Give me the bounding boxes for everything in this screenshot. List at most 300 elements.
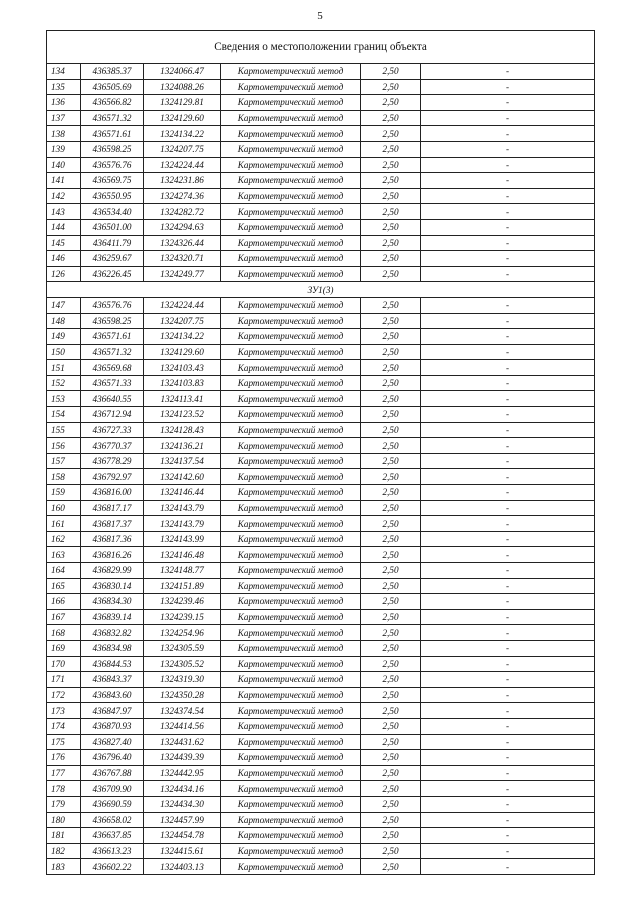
description-cell: - <box>421 765 595 781</box>
x-coordinate-cell: 436767.88 <box>81 765 144 781</box>
table-row <box>47 360 595 376</box>
precision-cell: 2,50 <box>361 141 421 157</box>
x-coordinate-cell: 436709.90 <box>81 781 144 797</box>
description-cell: - <box>421 453 595 469</box>
description-cell: - <box>421 173 595 189</box>
table-row <box>47 141 595 157</box>
description-cell: - <box>421 500 595 516</box>
x-coordinate-cell: 436598.25 <box>81 141 144 157</box>
precision-cell: 2,50 <box>361 547 421 563</box>
table-row <box>47 110 595 126</box>
x-coordinate-cell: 436712.94 <box>81 407 144 423</box>
table-row <box>47 219 595 235</box>
point-number-cell: 134 <box>47 64 81 80</box>
y-coordinate-cell: 1324129.60 <box>144 110 221 126</box>
point-number-cell: 150 <box>47 344 81 360</box>
point-number-cell: 176 <box>47 750 81 766</box>
table-row <box>47 734 595 750</box>
y-coordinate-cell: 1324239.46 <box>144 594 221 610</box>
table-row <box>47 563 595 579</box>
method-cell: Картометрический метод <box>221 407 361 423</box>
method-cell: Картометрический метод <box>221 422 361 438</box>
point-number-cell: 164 <box>47 563 81 579</box>
method-cell: Картометрический метод <box>221 485 361 501</box>
y-coordinate-cell: 1324350.28 <box>144 687 221 703</box>
description-cell: - <box>421 734 595 750</box>
description-cell: - <box>421 79 595 95</box>
table-row <box>47 672 595 688</box>
point-number-cell: 165 <box>47 578 81 594</box>
x-coordinate-cell: 436829.99 <box>81 563 144 579</box>
point-number-cell: 182 <box>47 843 81 859</box>
x-coordinate-cell: 436727.33 <box>81 422 144 438</box>
x-coordinate-cell: 436844.53 <box>81 656 144 672</box>
description-cell: - <box>421 126 595 142</box>
point-number-cell: 147 <box>47 297 81 313</box>
precision-cell: 2,50 <box>361 360 421 376</box>
method-cell: Картометрический метод <box>221 204 361 220</box>
method-cell: Картометрический метод <box>221 297 361 313</box>
x-coordinate-cell: 436834.30 <box>81 594 144 610</box>
description-cell: - <box>421 95 595 111</box>
y-coordinate-cell: 1324274.36 <box>144 188 221 204</box>
x-coordinate-cell: 436834.98 <box>81 640 144 656</box>
y-coordinate-cell: 1324103.43 <box>144 360 221 376</box>
description-cell: - <box>421 188 595 204</box>
method-cell: Картометрический метод <box>221 157 361 173</box>
table-row <box>47 843 595 859</box>
x-coordinate-cell: 436640.55 <box>81 391 144 407</box>
precision-cell: 2,50 <box>361 95 421 111</box>
table-row <box>47 344 595 360</box>
method-cell: Картометрический метод <box>221 796 361 812</box>
description-cell: - <box>421 594 595 610</box>
point-number-cell: 151 <box>47 360 81 376</box>
table-row <box>47 703 595 719</box>
x-coordinate-cell: 436637.85 <box>81 828 144 844</box>
page-number: 5 <box>317 10 323 22</box>
point-number-cell: 162 <box>47 531 81 547</box>
table-row <box>47 79 595 95</box>
table-row <box>47 173 595 189</box>
x-coordinate-cell: 436770.37 <box>81 438 144 454</box>
point-number-cell: 183 <box>47 859 81 875</box>
precision-cell: 2,50 <box>361 516 421 532</box>
y-coordinate-cell: 1324146.48 <box>144 547 221 563</box>
point-number-cell: 137 <box>47 110 81 126</box>
table-row <box>47 859 595 875</box>
y-coordinate-cell: 1324137.54 <box>144 453 221 469</box>
description-cell: - <box>421 563 595 579</box>
method-cell: Картометрический метод <box>221 375 361 391</box>
method-cell: Картометрический метод <box>221 828 361 844</box>
precision-cell: 2,50 <box>361 859 421 875</box>
precision-cell: 2,50 <box>361 531 421 547</box>
table-row <box>47 126 595 142</box>
table-row <box>47 500 595 516</box>
y-coordinate-cell: 1324207.75 <box>144 313 221 329</box>
x-coordinate-cell: 436796.40 <box>81 750 144 766</box>
precision-cell: 2,50 <box>361 188 421 204</box>
x-coordinate-cell: 436505.69 <box>81 79 144 95</box>
table-row <box>47 235 595 251</box>
point-number-cell: 153 <box>47 391 81 407</box>
precision-cell: 2,50 <box>361 126 421 142</box>
table-title: Сведения о местоположении границ объекта <box>47 31 595 64</box>
x-coordinate-cell: 436658.02 <box>81 812 144 828</box>
method-cell: Картометрический метод <box>221 656 361 672</box>
precision-cell: 2,50 <box>361 297 421 313</box>
point-number-cell: 145 <box>47 235 81 251</box>
method-cell: Картометрический метод <box>221 329 361 345</box>
y-coordinate-cell: 1324319.30 <box>144 672 221 688</box>
y-coordinate-cell: 1324431.62 <box>144 734 221 750</box>
point-number-cell: 143 <box>47 204 81 220</box>
description-cell: - <box>421 625 595 641</box>
point-number-cell: 158 <box>47 469 81 485</box>
description-cell: - <box>421 531 595 547</box>
precision-cell: 2,50 <box>361 344 421 360</box>
x-coordinate-cell: 436817.37 <box>81 516 144 532</box>
x-coordinate-cell: 436870.93 <box>81 718 144 734</box>
y-coordinate-cell: 1324415.61 <box>144 843 221 859</box>
point-number-cell: 161 <box>47 516 81 532</box>
description-cell: - <box>421 781 595 797</box>
precision-cell: 2,50 <box>361 594 421 610</box>
x-coordinate-cell: 436839.14 <box>81 609 144 625</box>
table-row <box>47 687 595 703</box>
y-coordinate-cell: 1324136.21 <box>144 438 221 454</box>
x-coordinate-cell: 436602.22 <box>81 859 144 875</box>
precision-cell: 2,50 <box>361 578 421 594</box>
y-coordinate-cell: 1324434.30 <box>144 796 221 812</box>
x-coordinate-cell: 436569.75 <box>81 173 144 189</box>
method-cell: Картометрический метод <box>221 765 361 781</box>
method-cell: Картометрический метод <box>221 95 361 111</box>
method-cell: Картометрический метод <box>221 750 361 766</box>
table-row <box>47 157 595 173</box>
method-cell: Картометрический метод <box>221 64 361 80</box>
table-row <box>47 796 595 812</box>
point-number-cell: 148 <box>47 313 81 329</box>
point-number-cell: 136 <box>47 95 81 111</box>
precision-cell: 2,50 <box>361 173 421 189</box>
y-coordinate-cell: 1324134.22 <box>144 126 221 142</box>
x-coordinate-cell: 436690.59 <box>81 796 144 812</box>
method-cell: Картометрический метод <box>221 594 361 610</box>
y-coordinate-cell: 1324207.75 <box>144 141 221 157</box>
table-row <box>47 594 595 610</box>
table-body <box>47 31 595 875</box>
section-row <box>47 282 595 298</box>
precision-cell: 2,50 <box>361 251 421 267</box>
x-coordinate-cell: 436576.76 <box>81 157 144 173</box>
x-coordinate-cell: 436778.29 <box>81 453 144 469</box>
description-cell: - <box>421 344 595 360</box>
method-cell: Картометрический метод <box>221 360 361 376</box>
table-row <box>47 781 595 797</box>
y-coordinate-cell: 1324454.78 <box>144 828 221 844</box>
description-cell: - <box>421 360 595 376</box>
x-coordinate-cell: 436598.25 <box>81 313 144 329</box>
method-cell: Картометрический метод <box>221 188 361 204</box>
x-coordinate-cell: 436501.00 <box>81 219 144 235</box>
description-cell: - <box>421 266 595 282</box>
method-cell: Картометрический метод <box>221 859 361 875</box>
x-coordinate-cell: 436792.97 <box>81 469 144 485</box>
description-cell: - <box>421 251 595 267</box>
x-coordinate-cell: 436566.82 <box>81 95 144 111</box>
description-cell: - <box>421 141 595 157</box>
description-cell: - <box>421 204 595 220</box>
method-cell: Картометрический метод <box>221 344 361 360</box>
description-cell: - <box>421 828 595 844</box>
description-cell: - <box>421 407 595 423</box>
y-coordinate-cell: 1324103.83 <box>144 375 221 391</box>
precision-cell: 2,50 <box>361 625 421 641</box>
y-coordinate-cell: 1324151.89 <box>144 578 221 594</box>
precision-cell: 2,50 <box>361 765 421 781</box>
x-coordinate-cell: 436816.00 <box>81 485 144 501</box>
method-cell: Картометрический метод <box>221 516 361 532</box>
x-coordinate-cell: 436259.67 <box>81 251 144 267</box>
precision-cell: 2,50 <box>361 391 421 407</box>
precision-cell: 2,50 <box>361 329 421 345</box>
table-row <box>47 329 595 345</box>
x-coordinate-cell: 436613.23 <box>81 843 144 859</box>
table-row <box>47 578 595 594</box>
table-row <box>47 750 595 766</box>
y-coordinate-cell: 1324320.71 <box>144 251 221 267</box>
y-coordinate-cell: 1324249.77 <box>144 266 221 282</box>
precision-cell: 2,50 <box>361 375 421 391</box>
method-cell: Картометрический метод <box>221 578 361 594</box>
precision-cell: 2,50 <box>361 640 421 656</box>
y-coordinate-cell: 1324143.79 <box>144 500 221 516</box>
method-cell: Картометрический метод <box>221 235 361 251</box>
description-cell: - <box>421 687 595 703</box>
point-number-cell: 177 <box>47 765 81 781</box>
table-row <box>47 609 595 625</box>
method-cell: Картометрический метод <box>221 391 361 407</box>
table-row <box>47 453 595 469</box>
x-coordinate-cell: 436843.60 <box>81 687 144 703</box>
x-coordinate-cell: 436571.61 <box>81 126 144 142</box>
y-coordinate-cell: 1324239.15 <box>144 609 221 625</box>
y-coordinate-cell: 1324305.52 <box>144 656 221 672</box>
description-cell: - <box>421 469 595 485</box>
x-coordinate-cell: 436571.32 <box>81 110 144 126</box>
y-coordinate-cell: 1324254.96 <box>144 625 221 641</box>
table-row <box>47 204 595 220</box>
precision-cell: 2,50 <box>361 500 421 516</box>
y-coordinate-cell: 1324143.99 <box>144 531 221 547</box>
table-row <box>47 95 595 111</box>
point-number-cell: 138 <box>47 126 81 142</box>
table-row <box>47 188 595 204</box>
point-number-cell: 167 <box>47 609 81 625</box>
point-number-cell: 179 <box>47 796 81 812</box>
method-cell: Картометрический метод <box>221 313 361 329</box>
y-coordinate-cell: 1324146.44 <box>144 485 221 501</box>
y-coordinate-cell: 1324457.99 <box>144 812 221 828</box>
precision-cell: 2,50 <box>361 110 421 126</box>
method-cell: Картометрический метод <box>221 734 361 750</box>
table-row <box>47 266 595 282</box>
y-coordinate-cell: 1324123.52 <box>144 407 221 423</box>
y-coordinate-cell: 1324129.60 <box>144 344 221 360</box>
x-coordinate-cell: 436534.40 <box>81 204 144 220</box>
description-cell: - <box>421 843 595 859</box>
table-row <box>47 656 595 672</box>
method-cell: Картометрический метод <box>221 266 361 282</box>
point-number-cell: 156 <box>47 438 81 454</box>
method-cell: Картометрический метод <box>221 173 361 189</box>
method-cell: Картометрический метод <box>221 640 361 656</box>
table-row <box>47 718 595 734</box>
x-coordinate-cell: 436843.37 <box>81 672 144 688</box>
precision-cell: 2,50 <box>361 718 421 734</box>
table-row <box>47 828 595 844</box>
point-number-cell: 142 <box>47 188 81 204</box>
table-row <box>47 251 595 267</box>
description-cell: - <box>421 110 595 126</box>
precision-cell: 2,50 <box>361 796 421 812</box>
x-coordinate-cell: 436817.17 <box>81 500 144 516</box>
method-cell: Картометрический метод <box>221 625 361 641</box>
point-number-cell: 139 <box>47 141 81 157</box>
table-row <box>47 407 595 423</box>
point-number-cell: 160 <box>47 500 81 516</box>
precision-cell: 2,50 <box>361 828 421 844</box>
y-coordinate-cell: 1324305.59 <box>144 640 221 656</box>
description-cell: - <box>421 516 595 532</box>
table-row <box>47 297 595 313</box>
method-cell: Картометрический метод <box>221 469 361 485</box>
precision-cell: 2,50 <box>361 703 421 719</box>
description-cell: - <box>421 703 595 719</box>
y-coordinate-cell: 1324129.81 <box>144 95 221 111</box>
table-row <box>47 547 595 563</box>
precision-cell: 2,50 <box>361 204 421 220</box>
method-cell: Картометрический метод <box>221 79 361 95</box>
y-coordinate-cell: 1324439.39 <box>144 750 221 766</box>
precision-cell: 2,50 <box>361 453 421 469</box>
point-number-cell: 180 <box>47 812 81 828</box>
method-cell: Картометрический метод <box>221 812 361 828</box>
x-coordinate-cell: 436576.76 <box>81 297 144 313</box>
table-title-row <box>47 31 595 64</box>
point-number-cell: 168 <box>47 625 81 641</box>
point-number-cell: 157 <box>47 453 81 469</box>
method-cell: Картометрический метод <box>221 438 361 454</box>
table-row <box>47 640 595 656</box>
x-coordinate-cell: 436569.68 <box>81 360 144 376</box>
point-number-cell: 154 <box>47 407 81 423</box>
description-cell: - <box>421 609 595 625</box>
precision-cell: 2,50 <box>361 563 421 579</box>
boundary-coordinates-table <box>46 30 595 875</box>
method-cell: Картометрический метод <box>221 781 361 797</box>
description-cell: - <box>421 329 595 345</box>
table-row <box>47 812 595 828</box>
method-cell: Картометрический метод <box>221 126 361 142</box>
point-number-cell: 141 <box>47 173 81 189</box>
point-number-cell: 172 <box>47 687 81 703</box>
y-coordinate-cell: 1324128.43 <box>144 422 221 438</box>
description-cell: - <box>421 157 595 173</box>
method-cell: Картометрический метод <box>221 718 361 734</box>
y-coordinate-cell: 1324294.63 <box>144 219 221 235</box>
description-cell: - <box>421 750 595 766</box>
method-cell: Картометрический метод <box>221 531 361 547</box>
precision-cell: 2,50 <box>361 266 421 282</box>
method-cell: Картометрический метод <box>221 563 361 579</box>
table-row <box>47 531 595 547</box>
point-number-cell: 140 <box>47 157 81 173</box>
description-cell: - <box>421 219 595 235</box>
y-coordinate-cell: 1324066.47 <box>144 64 221 80</box>
x-coordinate-cell: 436385.37 <box>81 64 144 80</box>
x-coordinate-cell: 436827.40 <box>81 734 144 750</box>
description-cell: - <box>421 438 595 454</box>
point-number-cell: 175 <box>47 734 81 750</box>
point-number-cell: 146 <box>47 251 81 267</box>
precision-cell: 2,50 <box>361 812 421 828</box>
point-number-cell: 159 <box>47 485 81 501</box>
y-coordinate-cell: 1324148.77 <box>144 563 221 579</box>
point-number-cell: 178 <box>47 781 81 797</box>
point-number-cell: 170 <box>47 656 81 672</box>
description-cell: - <box>421 422 595 438</box>
description-cell: - <box>421 235 595 251</box>
point-number-cell: 163 <box>47 547 81 563</box>
description-cell: - <box>421 64 595 80</box>
point-number-cell: 174 <box>47 718 81 734</box>
precision-cell: 2,50 <box>361 609 421 625</box>
x-coordinate-cell: 436571.61 <box>81 329 144 345</box>
method-cell: Картометрический метод <box>221 843 361 859</box>
point-number-cell: 126 <box>47 266 81 282</box>
precision-cell: 2,50 <box>361 64 421 80</box>
table-row <box>47 485 595 501</box>
precision-cell: 2,50 <box>361 781 421 797</box>
y-coordinate-cell: 1324282.72 <box>144 204 221 220</box>
y-coordinate-cell: 1324326.44 <box>144 235 221 251</box>
method-cell: Картометрический метод <box>221 110 361 126</box>
y-coordinate-cell: 1324224.44 <box>144 157 221 173</box>
x-coordinate-cell: 436817.36 <box>81 531 144 547</box>
y-coordinate-cell: 1324434.16 <box>144 781 221 797</box>
x-coordinate-cell: 436571.33 <box>81 375 144 391</box>
x-coordinate-cell: 436816.26 <box>81 547 144 563</box>
point-number-cell: 171 <box>47 672 81 688</box>
point-number-cell: 152 <box>47 375 81 391</box>
precision-cell: 2,50 <box>361 157 421 173</box>
table-row <box>47 765 595 781</box>
description-cell: - <box>421 485 595 501</box>
x-coordinate-cell: 436411.79 <box>81 235 144 251</box>
description-cell: - <box>421 859 595 875</box>
precision-cell: 2,50 <box>361 843 421 859</box>
description-cell: - <box>421 718 595 734</box>
y-coordinate-cell: 1324134.22 <box>144 329 221 345</box>
x-coordinate-cell: 436571.32 <box>81 344 144 360</box>
method-cell: Картометрический метод <box>221 672 361 688</box>
description-cell: - <box>421 297 595 313</box>
method-cell: Картометрический метод <box>221 687 361 703</box>
y-coordinate-cell: 1324231.86 <box>144 173 221 189</box>
